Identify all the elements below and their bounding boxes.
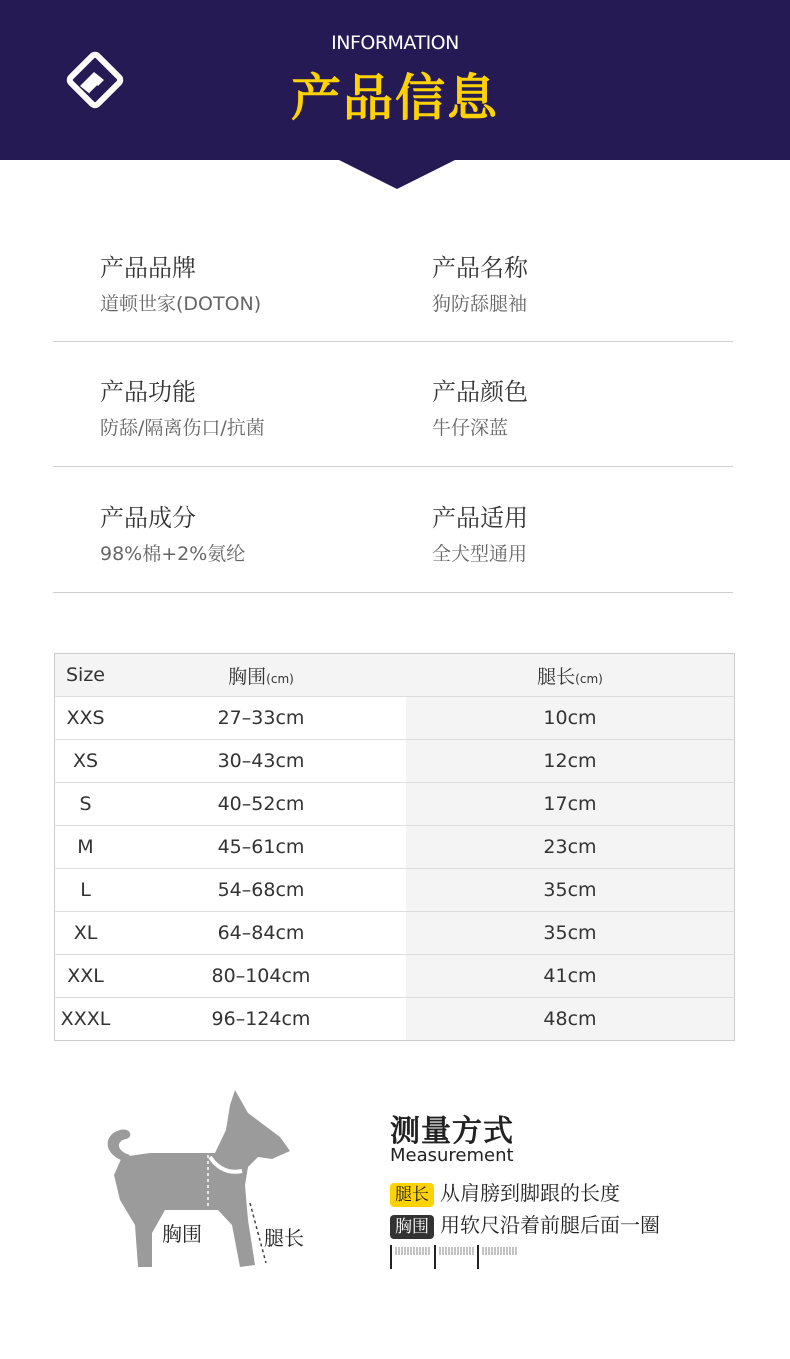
header-notch	[337, 159, 457, 189]
cell-chest: 30–43cm	[116, 740, 406, 783]
cell-leg: 41cm	[406, 955, 735, 998]
header-chest	[116, 654, 406, 697]
table-row	[55, 697, 735, 740]
spec-label: 产品颜色	[432, 378, 528, 406]
spec-label: 产品品牌	[100, 254, 196, 282]
cell-size: S	[55, 783, 117, 826]
measurement-chest-row	[390, 1209, 660, 1239]
spec-color	[432, 372, 528, 440]
spec-value: 狗防舔腿袖	[432, 293, 528, 315]
dog-silhouette-icon	[90, 1075, 330, 1285]
divider	[53, 341, 733, 342]
cell-chest: 27–33cm	[116, 697, 406, 740]
header-leg-unit: (cm)	[575, 671, 603, 686]
table-row	[55, 740, 735, 783]
spec-brand	[100, 248, 261, 316]
cell-size: L	[55, 869, 117, 912]
spec-label: 产品成分	[100, 504, 196, 532]
spec-applicable	[432, 498, 528, 566]
table-row	[55, 826, 735, 869]
cell-size: M	[55, 826, 117, 869]
table-row	[55, 998, 735, 1041]
spec-value: 防舔/隔离伤口/抗菌	[100, 417, 265, 439]
header-leg-label: 腿长	[537, 665, 576, 688]
cell-leg: 35cm	[406, 869, 735, 912]
cell-size: XXL	[55, 955, 117, 998]
leg-tag: 腿长	[390, 1183, 434, 1207]
table-row	[55, 912, 735, 955]
cell-leg: 17cm	[406, 783, 735, 826]
measurement-leg-row	[390, 1177, 620, 1207]
cell-size: XS	[55, 740, 117, 783]
spec-value: 98%棉+2%氨纶	[100, 543, 246, 565]
table-header-row	[55, 654, 735, 697]
spec-label: 产品适用	[432, 504, 528, 532]
spec-value: 全犬型通用	[432, 543, 528, 565]
spec-material	[100, 498, 245, 566]
header-leg	[406, 654, 735, 697]
spec-label: 产品名称	[432, 254, 528, 282]
dog-leg-label: 腿长	[264, 1226, 304, 1250]
cell-size: XXS	[55, 697, 117, 740]
cell-size: XL	[55, 912, 117, 955]
cell-leg: 48cm	[406, 998, 735, 1041]
divider	[53, 466, 733, 467]
table-row	[55, 955, 735, 998]
chest-instruction: 用软尺沿着前腿后面一圈	[440, 1213, 660, 1237]
header-size: Size	[55, 654, 117, 697]
spec-name	[432, 248, 528, 316]
dog-chest-label: 胸围	[162, 1222, 202, 1246]
header-chest-label: 胸围	[228, 665, 267, 688]
spec-value: 道顿世家(DOTON)	[100, 293, 262, 315]
header-chest-unit: (cm)	[266, 671, 294, 686]
cell-chest: 64–84cm	[116, 912, 406, 955]
spec-label: 产品功能	[100, 378, 196, 406]
spec-function	[100, 372, 265, 440]
cell-size: XXXL	[55, 998, 117, 1041]
cell-chest: 40–52cm	[116, 783, 406, 826]
cell-chest: 96–124cm	[116, 998, 406, 1041]
measurement-title: 测量方式	[390, 1114, 514, 1149]
leg-instruction: 从肩膀到脚跟的长度	[440, 1181, 620, 1205]
cell-chest: 45–61cm	[116, 826, 406, 869]
header-banner	[0, 0, 790, 160]
divider	[53, 592, 733, 593]
cell-leg: 23cm	[406, 826, 735, 869]
cell-leg: 12cm	[406, 740, 735, 783]
measurement-subtitle: Measurement	[390, 1145, 514, 1166]
header-title: 产品信息	[291, 69, 499, 127]
table-row	[55, 869, 735, 912]
cell-leg: 10cm	[406, 697, 735, 740]
spec-value: 牛仔深蓝	[432, 417, 509, 439]
cell-chest: 54–68cm	[116, 869, 406, 912]
table-row	[55, 783, 735, 826]
chest-tag: 胸围	[390, 1215, 434, 1239]
cell-leg: 35cm	[406, 912, 735, 955]
header-subtitle: INFORMATION	[331, 32, 459, 54]
cell-chest: 80–104cm	[116, 955, 406, 998]
ruler-icon	[390, 1243, 520, 1271]
size-table	[54, 653, 735, 1041]
